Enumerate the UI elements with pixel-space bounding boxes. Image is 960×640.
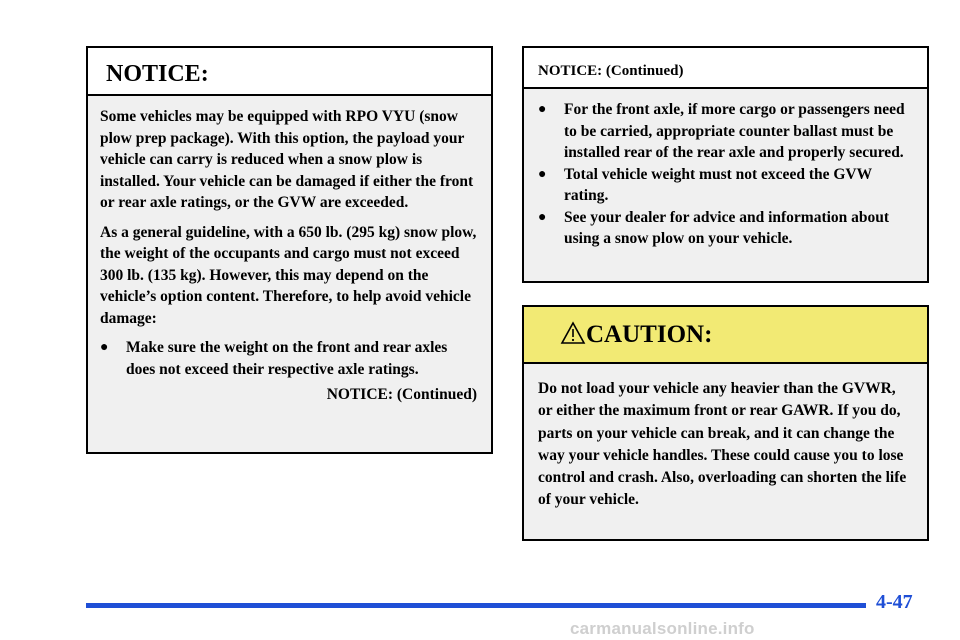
list-item-text: See your dealer for advice and information about using a snow plow on your vehicle. [564, 208, 890, 247]
notice-paragraph-1: Some vehicles may be equipped with RPO VYU (snow plow prep package). With this option, the payload your vehicle can carry is reduced when a snow plow is installed. Your vehicle can be damaged if either the front or rear axle ratings, or the GVW are exceeded. [100, 108, 474, 211]
watermark: carmanualsonline.info [570, 619, 755, 638]
list-item [538, 99, 913, 164]
bullet-dot-icon: ● [100, 340, 109, 355]
list-item [538, 164, 913, 207]
notice-bullet-text: Make sure the weight on the front and rear axles does not exceed their respective axle ratings. [126, 339, 448, 378]
caution-text: Do not load your vehicle any heavier than the GVWR, or either the maximum front or rear GAWR. If you do, parts on your vehicle can break, and it can change the way your vehicle handles. These could cause you to lose control and crash. Also, overloading can shorten the life of your vehicle. [538, 380, 907, 509]
list-item-text: Total vehicle weight must not exceed the GVW rating. [564, 165, 872, 204]
bullet-dot-icon: ● [538, 102, 547, 117]
notice-continued-box [522, 46, 929, 283]
list-item [538, 207, 913, 250]
notice-bullet [100, 337, 477, 380]
caution-box [522, 305, 929, 541]
bullet-dot-icon: ● [538, 166, 547, 182]
footer-rule [86, 603, 866, 608]
caution-title: CAUTION: [586, 321, 713, 348]
page-number: 4-47 [876, 591, 913, 613]
list-item-text: For the front axle, if more cargo or passengers need to be carried, appropriate counter ballast must be installed rear of the rear axle and properly secured. [564, 101, 905, 161]
notice-body [88, 96, 491, 406]
bullet-dot-icon: ● [538, 209, 547, 225]
notice-paragraph-2: As a general guideline, with a 650 lb. (295 kg) snow plow, the weight of the occupants and cargo must not exceed 300 lb. (135 kg). However, this may depend on the vehicle’s option content. Therefore, to help avoid vehicle damage: [100, 223, 477, 327]
notice-continued: NOTICE: (Continued) [326, 386, 477, 403]
warning-triangle-icon [560, 321, 586, 345]
notice-continued-title: NOTICE: (Continued) [524, 48, 927, 89]
caution-header [524, 307, 927, 364]
notice-box [86, 46, 493, 454]
notice-title: NOTICE: [88, 48, 491, 96]
notice-continued-body [524, 89, 927, 250]
